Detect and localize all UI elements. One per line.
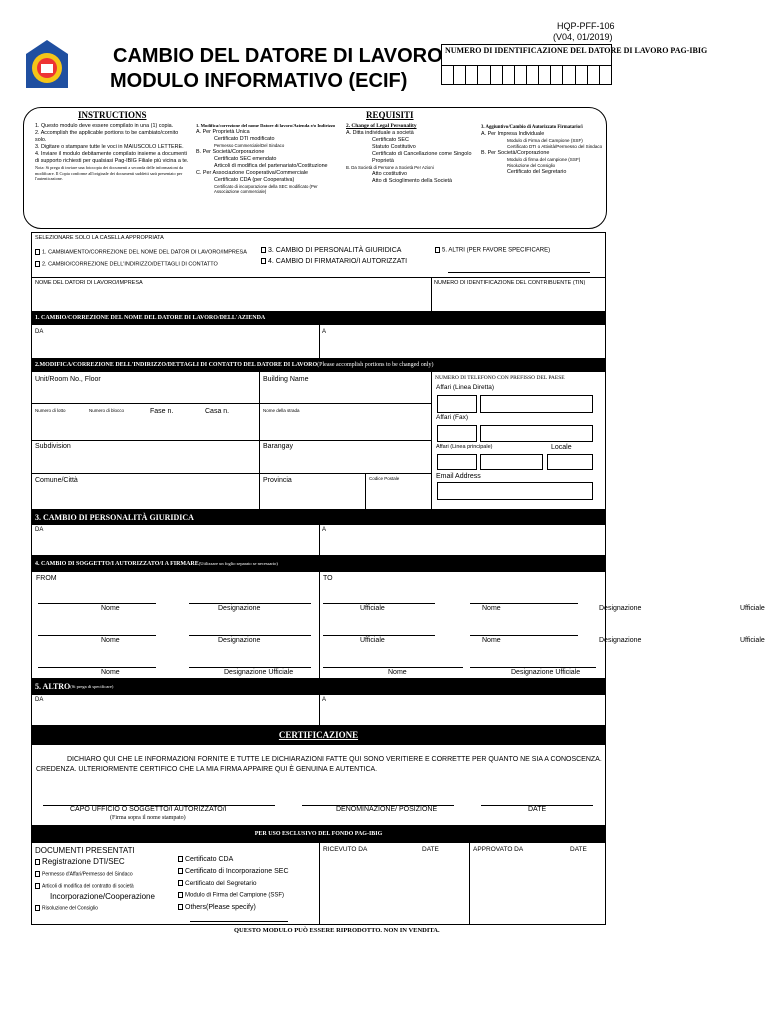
- section-1-title: 1. CAMBIO/CORREZIONE DEL NOME DEL DATORE DI LAVORO/DELL'AZIENDA: [35, 315, 266, 321]
- employer-id-digit-cell[interactable]: [551, 65, 563, 84]
- section-2-title: 2.MODIFICA/CORREZIONE DELL'INDIRIZZO/DETTAGLI DI CONTATTO DEL DATORE DI LAVORO: [35, 362, 318, 368]
- req-col3-a-item: Modulo di Firma del Campione (SSF): [507, 138, 583, 144]
- pag-ibig-logo: [24, 38, 70, 90]
- doc-checkbox[interactable]: [35, 859, 40, 865]
- trunk-local[interactable]: [547, 454, 593, 470]
- option-3-checkbox[interactable]: [261, 247, 266, 253]
- fax-prefix[interactable]: [437, 425, 477, 442]
- signatory-line[interactable]: [470, 667, 596, 668]
- form-version: (V04, 01/2019): [553, 32, 613, 42]
- divider: [319, 843, 320, 925]
- name-label: Nome: [101, 637, 120, 644]
- employer-id-digit-cell[interactable]: [478, 65, 490, 84]
- section-4-from-label: FROM: [36, 575, 57, 582]
- section-4-title: 4. CAMBIO DI SOGGETTO/I AUTORIZZATO/I A FIRMARE: [35, 560, 199, 567]
- doc-checkbox[interactable]: [35, 905, 40, 911]
- postal-label: Codice Postale: [369, 476, 400, 481]
- name-label: Nome: [101, 669, 120, 676]
- doc-checkbox[interactable]: [35, 871, 40, 877]
- doc-label: Modulo di Firma del Campione (SSF): [185, 892, 285, 899]
- section-4-note: (Utilizzare un foglio separato se necessario): [198, 561, 278, 566]
- form-code: HQP-PFF-106: [557, 21, 615, 31]
- section-3-title: 3. CAMBIO DI PERSONALITÀ GIURIDICA: [35, 512, 194, 522]
- instruction-1: 1. Questo modulo deve essere compilato in una (1) copia.: [35, 123, 174, 129]
- doc-item[interactable]: [178, 904, 256, 911]
- instructions-heading: INSTRUCTIONS: [78, 110, 147, 120]
- section-5-bar: [31, 678, 606, 695]
- option-5[interactable]: [435, 247, 550, 254]
- section-5-from-label: DA: [35, 697, 44, 703]
- employer-id-label: NUMERO DI IDENTIFICAZIONE DEL DATORE DI LAVORO PAG-IBIG: [445, 46, 708, 55]
- divider: [319, 695, 320, 725]
- req-col2-a-item: Certificato SEC: [372, 137, 409, 144]
- instruction-4: 4. Inviare il modulo debitamente compilato insieme a documenti di supporto richiesti per qualsiasi Pag-IBIG Filiale più vicina a te.: [35, 151, 189, 165]
- trunk-prefix[interactable]: [437, 454, 477, 470]
- select-header: SELEZIONARE SOLO LA CASELLA APPROPRIATA: [35, 235, 164, 241]
- divider: [365, 473, 366, 509]
- employer-id-digit-cell[interactable]: [600, 65, 611, 84]
- email-label: Email Address: [436, 473, 481, 480]
- req-col1-b: B. Per Società/Corporazione: [196, 148, 265, 155]
- req-col1-a: A. Per Proprietà Unica: [196, 128, 250, 135]
- trunk-line-label: Affari (Linea principale): [436, 444, 493, 450]
- signatory-line[interactable]: [189, 667, 311, 668]
- doc-label: Others(Please specify): [185, 904, 256, 911]
- doc-label: Articoli di modifica del contratto di società: [42, 883, 134, 890]
- doc-item[interactable]: [178, 892, 284, 899]
- instruction-3: 3. Digitare o stampare tutte le voci in MAIUSCOLO LETTERE.: [35, 144, 184, 151]
- doc-label: Risoluzione del Consiglio: [42, 905, 98, 912]
- option-4-checkbox[interactable]: [261, 258, 266, 264]
- email-input[interactable]: [437, 482, 593, 500]
- footer-note: QUESTO MODULO PUÒ ESSERE RIPRODOTTO. NON IN VENDITA.: [234, 927, 440, 934]
- official-label: Ufficiale: [360, 637, 385, 644]
- block-label: Numero di blocco: [89, 408, 125, 413]
- req-col3: [481, 125, 603, 176]
- section-3-from-label: DA: [35, 527, 44, 533]
- req-col1-b-item: Certificato SEC emendato: [214, 155, 277, 162]
- certification-title: CERTIFICAZIONE: [278, 730, 359, 740]
- official-label: Ufficiale: [360, 605, 385, 612]
- req-col3-b: B. Per Società/Corporazione: [481, 150, 550, 157]
- divider: [31, 440, 431, 441]
- req-col2-b-item: Atto costitutivo: [372, 170, 408, 177]
- req-col3-title: 3. Aggiuntivo/Cambio di Autorizzato Firmatario/i: [481, 125, 583, 130]
- doc-label: Certificato di Incorporazione SEC: [185, 868, 289, 875]
- doc-item[interactable]: [35, 905, 98, 911]
- barangay-label: Barangay: [263, 443, 293, 450]
- designation-label: Designazione: [599, 605, 642, 612]
- street-label: Nome della strada: [263, 408, 300, 413]
- option-3-label: 3. CAMBIO DI PERSONALITÀ GIURIDICA: [268, 247, 402, 254]
- official-label: Ufficiale: [740, 637, 765, 644]
- received-date-label: DATE: [422, 846, 439, 853]
- section-1-from-label: DA: [35, 329, 44, 335]
- employer-id-digit-cell[interactable]: [454, 65, 466, 84]
- req-col2-a-item: Statuto Costitutivo: [372, 144, 416, 151]
- designation-label: Designazione: [218, 605, 261, 612]
- doc-item[interactable]: [178, 856, 233, 863]
- certification-text-2: CREDENZA. ULTERIORMENTE CERTIFICO CHE LA MIA FIRMA APPAIRE QUI È GENUINA E AUTENTICA.: [36, 766, 378, 773]
- designation-label: Designazione: [218, 637, 261, 644]
- form-title-line2: MODULO INFORMATIVO (ECIF): [110, 70, 408, 92]
- position-label: DENOMINAZIONE/ POSIZIONE: [336, 806, 438, 813]
- option-1[interactable]: [35, 249, 247, 255]
- req-col3-b-item: Modulo di firma del campione (SSF): [507, 157, 581, 163]
- section-3-bar: [31, 509, 606, 525]
- signatory-line[interactable]: [189, 603, 311, 604]
- doc-item[interactable]: [35, 871, 133, 877]
- section-3-to-label: A: [322, 527, 327, 533]
- req-col2-b: B. Da Società di Persone a Società Per Azioni: [346, 165, 434, 171]
- signatory-line[interactable]: [38, 603, 156, 604]
- approved-by-label: APPROVATO DA: [473, 846, 524, 853]
- local-label: Locale: [551, 444, 572, 451]
- employer-id-digit-cell[interactable]: [503, 65, 515, 84]
- doc-item[interactable]: [35, 857, 125, 866]
- office-use-title: PER USO ESCLUSIVO DEL FONDO PAG-IBIG: [254, 831, 383, 837]
- req-col1-c-item: Certificato CDA (per Cooperativa): [214, 176, 295, 183]
- section-5-title: 5. ALTRO: [35, 682, 71, 691]
- employer-id-digit-cell[interactable]: [466, 65, 478, 84]
- divider: [319, 572, 320, 678]
- approved-date-label: DATE: [570, 846, 587, 853]
- employer-id-digit-cell[interactable]: [442, 65, 454, 84]
- city-label: Comune/Città: [35, 477, 78, 484]
- option-4-label: 4. CAMBIO DI FIRMATARIO/I AUTORIZZATI: [268, 258, 408, 265]
- tin-label: NUMERO DI IDENTIFICAZIONE DEL CONTRIBUENTE (TIN): [434, 280, 586, 286]
- direct-line-number[interactable]: [480, 395, 593, 413]
- fax-number[interactable]: [480, 425, 593, 442]
- name-label: Nome: [388, 669, 407, 676]
- employer-id-digit-cell[interactable]: [563, 65, 575, 84]
- req-col2: [346, 123, 481, 185]
- doc-item[interactable]: [178, 868, 289, 875]
- instructions-list: [35, 123, 190, 182]
- option-5-checkbox[interactable]: [435, 247, 440, 253]
- option-5-specify-line[interactable]: [448, 272, 590, 273]
- signature-note: (Firma sopra il nome stampato): [110, 815, 186, 821]
- signatory-line[interactable]: [323, 603, 435, 604]
- direct-line-prefix[interactable]: [437, 395, 477, 413]
- doc-checkbox[interactable]: [178, 892, 183, 898]
- req-col3-b-item: Certificato del Segretario: [507, 168, 567, 175]
- req-col1-c-item: Certificato di incorporazione della SEC modificato (Per Associazione commerciale): [214, 183, 318, 195]
- lot-label: Numero di lotto: [35, 408, 66, 413]
- doc-checkbox[interactable]: [178, 880, 183, 886]
- divider: [31, 277, 606, 278]
- section-1-to-label: A: [322, 329, 327, 335]
- signatory-line[interactable]: [38, 635, 156, 636]
- doc-label: Certificato del Segretario: [185, 880, 257, 887]
- doc-item-continued: Incorporazione/Cooperazione: [50, 892, 155, 901]
- option-2-checkbox[interactable]: [35, 261, 40, 267]
- req-col1-b-item: Articoli di modifica del partenariato/Costituzione: [214, 162, 328, 169]
- date-label: DATE: [528, 806, 547, 813]
- req-col2-a-item: Certificato di Cancellazione come Singolo Proprietà: [372, 151, 472, 165]
- doc-label: Permesso d'Affari/Permesso del Sindaco: [42, 871, 133, 878]
- divider: [469, 843, 470, 925]
- req-col3-a-item: Certificato DTI o Attività/Permesso del Sindaco: [507, 144, 603, 150]
- documents-presented-label: DOCUMENTI PRESENTATI: [35, 846, 135, 855]
- employer-id-cells[interactable]: [442, 65, 611, 84]
- divider: [431, 372, 432, 509]
- doc-label: Certificato CDA: [185, 856, 234, 863]
- section-1-bar: [31, 311, 606, 325]
- form-title-line1: CAMBIO DEL DATORE DI LAVORO: [113, 45, 443, 67]
- phase-label: Fase n.: [150, 408, 174, 415]
- option-1-checkbox[interactable]: [35, 249, 40, 255]
- name-label: Nome: [101, 605, 120, 612]
- option-3[interactable]: [261, 247, 401, 254]
- section-4-bar: [31, 555, 606, 572]
- designation-label: Designazione: [599, 637, 642, 644]
- divider: [319, 525, 320, 555]
- fax-label: Affari (Fax): [436, 414, 469, 421]
- employer-id-digit-cell[interactable]: [576, 65, 588, 84]
- official-label: Ufficiale: [740, 605, 765, 612]
- certification-bar: [31, 725, 606, 745]
- employer-id-digit-cell[interactable]: [491, 65, 503, 84]
- signatory-line[interactable]: [38, 667, 156, 668]
- others-specify-line[interactable]: [190, 921, 288, 922]
- province-label: Provincia: [263, 477, 292, 484]
- option-4[interactable]: [261, 258, 407, 265]
- divider: [431, 277, 432, 311]
- signatory-line[interactable]: [323, 667, 463, 668]
- req-col1-title: 1. Modifica/correzione del nome Datore di lavoro/Azienda e/o Indirizzo: [196, 123, 336, 128]
- designation-official-label: Designazione Ufficiale: [224, 669, 294, 676]
- designation-official-label: Designazione Ufficiale: [511, 669, 581, 676]
- req-col3-b-item: Risoluzione del Consiglio: [507, 163, 556, 169]
- option-2[interactable]: [35, 261, 218, 267]
- req-col1-a-item: Permesso Commerciale/Del Sindaco: [214, 143, 285, 148]
- req-col1-a-item: Certificato DTI modificato: [214, 135, 275, 142]
- section-5-note: (Si prega di specificare): [70, 684, 114, 689]
- option-1-label: 1. CAMBIAMENTO/CORREZIONE DEL NOME DEL DATOR DI LAVORO/IMPRESA: [42, 249, 247, 256]
- requisiti-heading: REQUISITI: [366, 110, 414, 120]
- building-label: Building Name: [263, 376, 309, 383]
- employer-id-digit-cell[interactable]: [515, 65, 527, 84]
- certification-text-1: DICHIARO QUI CHE LE INFORMAZIONI FORNITE E TUTTE LE DICHIARAZIONI FATTE QUI SONO VERITIERE E CORRETTE PER QUANTO NE SIA A CONOSCENZA.: [67, 756, 602, 763]
- signatory-line[interactable]: [470, 635, 578, 636]
- divider: [31, 403, 431, 404]
- req-col3-a: A. Per Impresa Individuale: [481, 131, 545, 138]
- signatory-line[interactable]: [470, 603, 578, 604]
- req-col1: [196, 123, 341, 195]
- doc-item[interactable]: [178, 880, 257, 887]
- doc-checkbox[interactable]: [178, 904, 183, 910]
- signatory-line[interactable]: [323, 635, 435, 636]
- req-col1-c: C. Per Associazione Cooperativa/Commerciale: [196, 169, 309, 176]
- divider: [319, 325, 320, 358]
- req-col2-title: 2. Change of Legal Personality: [346, 123, 417, 129]
- subdivision-label: Subdivision: [35, 443, 71, 450]
- direct-line-label: Affari (Linea Diretta): [436, 384, 495, 391]
- req-col2-b-item: Atto di Scioglimento della Società: [372, 177, 453, 184]
- phone-header: NUMERO DI TELEFONO CON PREFISSO DEL PAESE: [435, 375, 565, 381]
- section-5-to-label: A: [322, 697, 327, 703]
- req-col2-a: A. Ditta individuale a società: [346, 130, 414, 137]
- option-2-label: 2. CAMBIO/CORREZIONE DELL'INDIRIZZO/DETTAGLI DI CONTATTO: [42, 261, 218, 268]
- name-label: Nome: [482, 637, 501, 644]
- instruction-note: Nota: Si prega di inviare una fotocopia dei documenti a seconda delle informazioni da modificare. Il Copia conforme all'originale dei documenti suddetti sarà presentato per l'autenticazione.: [35, 165, 184, 182]
- signature-label: CAPO UFFICIO O SOGGETTO/I AUTORIZZATO/I: [70, 806, 227, 813]
- doc-label: Registrazione DTI/SEC: [42, 857, 125, 866]
- section-2-bar: [31, 358, 606, 372]
- doc-checkbox[interactable]: [178, 868, 183, 874]
- option-5-label: 5. ALTRI (PER FAVORE SPECIFICARE): [442, 247, 551, 254]
- employer-id-digit-cell[interactable]: [588, 65, 600, 84]
- employer-name-label: NOME DEL DATORI DI LAVORO/IMPRESA: [35, 280, 143, 286]
- employer-id-digit-cell[interactable]: [527, 65, 539, 84]
- doc-item[interactable]: [35, 883, 134, 889]
- received-by-label: RICEVUTO DA: [323, 846, 368, 853]
- trunk-number[interactable]: [480, 454, 543, 470]
- doc-checkbox[interactable]: [35, 883, 40, 889]
- doc-checkbox[interactable]: [178, 856, 183, 862]
- section-4-to-label: TO: [323, 575, 333, 582]
- section-2-note: (Please accomplish portions to be changed only): [317, 362, 434, 368]
- instruction-2: 2. Accomplish the applicable portions to be cambiato/cornito solo.: [35, 130, 179, 144]
- office-use-bar: [31, 825, 606, 843]
- house-label: Casa n.: [205, 408, 230, 415]
- employer-id-digit-cell[interactable]: [539, 65, 551, 84]
- signatory-line[interactable]: [189, 635, 311, 636]
- name-label: Nome: [482, 605, 501, 612]
- divider: [31, 473, 431, 474]
- unit-label: Unit/Room No., Floor: [35, 376, 101, 383]
